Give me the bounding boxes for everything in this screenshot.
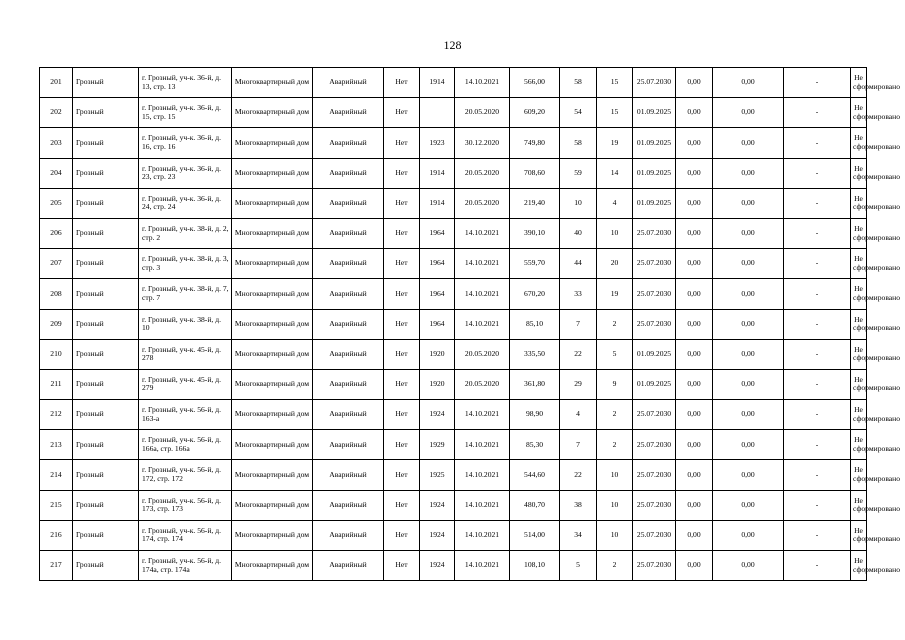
cell-municipality: Грозный <box>73 369 139 399</box>
cell-cost-b: 0,00 <box>713 279 784 309</box>
cell-planned-date: 01.09.2025 <box>633 98 676 128</box>
cell-cost-a: 0,00 <box>676 128 713 158</box>
cell-area: 98,90 <box>510 400 560 430</box>
cell-dash: - <box>784 551 851 581</box>
cell-condition: Аварийный <box>313 279 384 309</box>
cell-flag: Нет <box>384 400 420 430</box>
cell-row-number: 202 <box>40 98 73 128</box>
cell-dash: - <box>784 188 851 218</box>
cell-address: г. Грозный, уч-к. 56-й, д. 166а, стр. 166а <box>139 430 232 460</box>
cell-dash: - <box>784 128 851 158</box>
cell-year-built: 1924 <box>420 490 455 520</box>
cell-status: Не сформировано <box>851 430 867 460</box>
cell-municipality: Грозный <box>73 279 139 309</box>
cell-status: Не сформировано <box>851 249 867 279</box>
cell-cost-b: 0,00 <box>713 68 784 98</box>
cell-recognition-date: 20.05.2020 <box>455 339 510 369</box>
cell-year-built: 1923 <box>420 128 455 158</box>
cell-flag: Нет <box>384 98 420 128</box>
cell-apartments: 15 <box>597 68 633 98</box>
cell-apartments: 4 <box>597 188 633 218</box>
cell-area: 480,70 <box>510 490 560 520</box>
cell-cost-b: 0,00 <box>713 460 784 490</box>
cell-row-number: 217 <box>40 551 73 581</box>
cell-cost-b: 0,00 <box>713 369 784 399</box>
cell-planned-date: 25.07.2030 <box>633 309 676 339</box>
cell-flag: Нет <box>384 339 420 369</box>
cell-year-built: 1964 <box>420 249 455 279</box>
cell-cost-a: 0,00 <box>676 551 713 581</box>
cell-municipality: Грозный <box>73 460 139 490</box>
cell-address: г. Грозный, уч-к. 56-й, д. 173, стр. 173 <box>139 490 232 520</box>
cell-building-type: Многоквартирный дом <box>232 68 313 98</box>
cell-planned-date: 25.07.2030 <box>633 68 676 98</box>
cell-status: Не сформировано <box>851 369 867 399</box>
cell-year-built: 1924 <box>420 551 455 581</box>
cell-status: Не сформировано <box>851 158 867 188</box>
cell-recognition-date: 14.10.2021 <box>455 430 510 460</box>
cell-recognition-date: 14.10.2021 <box>455 490 510 520</box>
cell-flag: Нет <box>384 279 420 309</box>
cell-cost-a: 0,00 <box>676 520 713 550</box>
cell-recognition-date: 14.10.2021 <box>455 400 510 430</box>
cell-residents: 10 <box>560 188 597 218</box>
cell-area: 219,40 <box>510 188 560 218</box>
cell-area: 85,30 <box>510 430 560 460</box>
cell-planned-date: 25.07.2030 <box>633 400 676 430</box>
table-row <box>40 218 867 248</box>
cell-recognition-date: 14.10.2021 <box>455 520 510 550</box>
cell-row-number: 203 <box>40 128 73 158</box>
cell-area: 514,00 <box>510 520 560 550</box>
cell-dash: - <box>784 279 851 309</box>
cell-apartments: 2 <box>597 551 633 581</box>
cell-cost-a: 0,00 <box>676 369 713 399</box>
cell-condition: Аварийный <box>313 98 384 128</box>
cell-area: 108,10 <box>510 551 560 581</box>
table-row <box>40 520 867 550</box>
cell-cost-b: 0,00 <box>713 520 784 550</box>
cell-address: г. Грозный, уч-к. 56-й, д. 172, стр. 172 <box>139 460 232 490</box>
cell-status: Не сформировано <box>851 520 867 550</box>
cell-building-type: Многоквартирный дом <box>232 158 313 188</box>
cell-area: 708,60 <box>510 158 560 188</box>
table-row <box>40 98 867 128</box>
cell-cost-a: 0,00 <box>676 68 713 98</box>
cell-recognition-date: 20.05.2020 <box>455 188 510 218</box>
cell-status: Не сформировано <box>851 551 867 581</box>
cell-year-built: 1920 <box>420 369 455 399</box>
cell-status: Не сформировано <box>851 490 867 520</box>
cell-apartments: 10 <box>597 490 633 520</box>
cell-recognition-date: 20.05.2020 <box>455 369 510 399</box>
cell-planned-date: 25.07.2030 <box>633 249 676 279</box>
cell-flag: Нет <box>384 309 420 339</box>
cell-recognition-date: 14.10.2021 <box>455 68 510 98</box>
cell-cost-a: 0,00 <box>676 218 713 248</box>
cell-apartments: 15 <box>597 98 633 128</box>
cell-dash: - <box>784 309 851 339</box>
cell-cost-a: 0,00 <box>676 400 713 430</box>
table-row <box>40 128 867 158</box>
cell-municipality: Грозный <box>73 400 139 430</box>
cell-cost-a: 0,00 <box>676 279 713 309</box>
cell-building-type: Многоквартирный дом <box>232 400 313 430</box>
cell-recognition-date: 30.12.2020 <box>455 128 510 158</box>
cell-condition: Аварийный <box>313 158 384 188</box>
cell-planned-date: 25.07.2030 <box>633 218 676 248</box>
cell-dash: - <box>784 339 851 369</box>
table-body <box>40 68 901 581</box>
cell-row-number: 206 <box>40 218 73 248</box>
cell-address: г. Грозный, уч-к. 36-й, д. 13, стр. 13 <box>139 68 232 98</box>
cell-flag: Нет <box>384 158 420 188</box>
cell-year-built: 1924 <box>420 520 455 550</box>
cell-building-type: Многоквартирный дом <box>232 430 313 460</box>
cell-condition: Аварийный <box>313 128 384 158</box>
cell-address: г. Грозный, уч-к. 36-й, д. 24, стр. 24 <box>139 188 232 218</box>
cell-residents: 44 <box>560 249 597 279</box>
cell-municipality: Грозный <box>73 158 139 188</box>
cell-address: г. Грозный, уч-к. 36-й, д. 15, стр. 15 <box>139 98 232 128</box>
cell-year-built: 1964 <box>420 279 455 309</box>
cell-recognition-date: 20.05.2020 <box>455 158 510 188</box>
cell-area: 670,20 <box>510 279 560 309</box>
cell-row-number: 211 <box>40 369 73 399</box>
cell-building-type: Многоквартирный дом <box>232 460 313 490</box>
cell-year-built: 1914 <box>420 188 455 218</box>
cell-dash: - <box>784 460 851 490</box>
cell-condition: Аварийный <box>313 68 384 98</box>
cell-condition: Аварийный <box>313 460 384 490</box>
cell-address: г. Грозный, уч-к. 38-й, д. 7, стр. 7 <box>139 279 232 309</box>
cell-municipality: Грозный <box>73 128 139 158</box>
cell-dash: - <box>784 218 851 248</box>
cell-flag: Нет <box>384 68 420 98</box>
cell-cost-a: 0,00 <box>676 158 713 188</box>
cell-status: Не сформировано <box>851 68 867 98</box>
cell-year-built: 1929 <box>420 430 455 460</box>
cell-flag: Нет <box>384 460 420 490</box>
cell-planned-date: 25.07.2030 <box>633 430 676 460</box>
cell-building-type: Многоквартирный дом <box>232 309 313 339</box>
table-row <box>40 309 867 339</box>
cell-status: Не сформировано <box>851 188 867 218</box>
cell-condition: Аварийный <box>313 430 384 460</box>
cell-dash: - <box>784 520 851 550</box>
cell-planned-date: 01.09.2025 <box>633 128 676 158</box>
cell-condition: Аварийный <box>313 339 384 369</box>
cell-apartments: 10 <box>597 460 633 490</box>
cell-municipality: Грозный <box>73 551 139 581</box>
cell-residents: 4 <box>560 400 597 430</box>
cell-row-number: 216 <box>40 520 73 550</box>
cell-planned-date: 25.07.2030 <box>633 551 676 581</box>
cell-municipality: Грозный <box>73 249 139 279</box>
cell-building-type: Многоквартирный дом <box>232 279 313 309</box>
cell-address: г. Грозный, уч-к. 56-й, д. 174а, стр. 174а <box>139 551 232 581</box>
cell-cost-b: 0,00 <box>713 400 784 430</box>
cell-row-number: 214 <box>40 460 73 490</box>
cell-planned-date: 01.09.2025 <box>633 188 676 218</box>
cell-municipality: Грозный <box>73 430 139 460</box>
cell-area: 609,20 <box>510 98 560 128</box>
cell-building-type: Многоквартирный дом <box>232 188 313 218</box>
cell-address: г. Грозный, уч-к. 38-й, д. 3, стр. 3 <box>139 249 232 279</box>
cell-municipality: Грозный <box>73 68 139 98</box>
cell-recognition-date: 14.10.2021 <box>455 309 510 339</box>
cell-area: 749,80 <box>510 128 560 158</box>
cell-area: 559,70 <box>510 249 560 279</box>
cell-cost-a: 0,00 <box>676 309 713 339</box>
cell-dash: - <box>784 249 851 279</box>
cell-cost-b: 0,00 <box>713 188 784 218</box>
cell-residents: 7 <box>560 309 597 339</box>
cell-residents: 40 <box>560 218 597 248</box>
cell-residents: 5 <box>560 551 597 581</box>
cell-residents: 22 <box>560 460 597 490</box>
cell-municipality: Грозный <box>73 218 139 248</box>
cell-planned-date: 25.07.2030 <box>633 279 676 309</box>
cell-recognition-date: 20.05.2020 <box>455 98 510 128</box>
cell-row-number: 209 <box>40 309 73 339</box>
cell-row-number: 215 <box>40 490 73 520</box>
cell-building-type: Многоквартирный дом <box>232 249 313 279</box>
cell-planned-date: 25.07.2030 <box>633 460 676 490</box>
cell-residents: 33 <box>560 279 597 309</box>
cell-dash: - <box>784 98 851 128</box>
cell-row-number: 208 <box>40 279 73 309</box>
cell-status: Не сформировано <box>851 309 867 339</box>
cell-address: г. Грозный, уч-к. 38-й, д. 10 <box>139 309 232 339</box>
cell-flag: Нет <box>384 490 420 520</box>
cell-cost-b: 0,00 <box>713 430 784 460</box>
cell-recognition-date: 14.10.2021 <box>455 249 510 279</box>
cell-apartments: 19 <box>597 279 633 309</box>
cell-year-built: 1925 <box>420 460 455 490</box>
cell-building-type: Многоквартирный дом <box>232 369 313 399</box>
cell-address: г. Грозный, уч-к. 45-й, д. 278 <box>139 339 232 369</box>
cell-dash: - <box>784 68 851 98</box>
cell-residents: 54 <box>560 98 597 128</box>
cell-status: Не сформировано <box>851 279 867 309</box>
cell-cost-b: 0,00 <box>713 339 784 369</box>
cell-status: Не сформировано <box>851 400 867 430</box>
cell-row-number: 201 <box>40 68 73 98</box>
cell-dash: - <box>784 490 851 520</box>
table-row <box>40 400 867 430</box>
table-row <box>40 369 867 399</box>
cell-recognition-date: 14.10.2021 <box>455 218 510 248</box>
cell-condition: Аварийный <box>313 249 384 279</box>
cell-recognition-date: 14.10.2021 <box>455 279 510 309</box>
cell-cost-a: 0,00 <box>676 98 713 128</box>
table-row <box>40 158 867 188</box>
cell-apartments: 2 <box>597 309 633 339</box>
table-row <box>40 460 867 490</box>
cell-address: г. Грозный, уч-к. 36-й, д. 16, стр. 16 <box>139 128 232 158</box>
cell-status: Не сформировано <box>851 460 867 490</box>
cell-apartments: 2 <box>597 430 633 460</box>
cell-municipality: Грозный <box>73 490 139 520</box>
cell-row-number: 213 <box>40 430 73 460</box>
cell-condition: Аварийный <box>313 520 384 550</box>
cell-apartments: 14 <box>597 158 633 188</box>
cell-dash: - <box>784 430 851 460</box>
cell-condition: Аварийный <box>313 490 384 520</box>
cell-year-built: 1924 <box>420 400 455 430</box>
cell-address: г. Грозный, уч-к. 56-й, д. 174, стр. 174 <box>139 520 232 550</box>
cell-building-type: Многоквартирный дом <box>232 551 313 581</box>
cell-area: 335,50 <box>510 339 560 369</box>
cell-planned-date: 25.07.2030 <box>633 490 676 520</box>
cell-address: г. Грозный, уч-к. 38-й, д. 2, стр. 2 <box>139 218 232 248</box>
cell-dash: - <box>784 369 851 399</box>
cell-year-built: 1914 <box>420 68 455 98</box>
cell-area: 566,00 <box>510 68 560 98</box>
cell-municipality: Грозный <box>73 309 139 339</box>
cell-status: Не сформировано <box>851 218 867 248</box>
cell-residents: 29 <box>560 369 597 399</box>
table-row <box>40 279 867 309</box>
cell-building-type: Многоквартирный дом <box>232 128 313 158</box>
cell-municipality: Грозный <box>73 188 139 218</box>
cell-building-type: Многоквартирный дом <box>232 339 313 369</box>
cell-year-built: 1964 <box>420 309 455 339</box>
cell-building-type: Многоквартирный дом <box>232 520 313 550</box>
cell-building-type: Многоквартирный дом <box>232 98 313 128</box>
cell-year-built <box>420 98 455 128</box>
cell-flag: Нет <box>384 369 420 399</box>
cell-address: г. Грозный, уч-к. 36-й, д. 23, стр. 23 <box>139 158 232 188</box>
cell-row-number: 207 <box>40 249 73 279</box>
cell-address: г. Грозный, уч-к. 56-й, д. 163-а <box>139 400 232 430</box>
cell-planned-date: 01.09.2025 <box>633 158 676 188</box>
cell-dash: - <box>784 158 851 188</box>
cell-cost-b: 0,00 <box>713 158 784 188</box>
cell-flag: Нет <box>384 218 420 248</box>
table-row <box>40 339 867 369</box>
cell-row-number: 210 <box>40 339 73 369</box>
table-row <box>40 249 867 279</box>
cell-cost-b: 0,00 <box>713 490 784 520</box>
cell-cost-a: 0,00 <box>676 460 713 490</box>
cell-residents: 38 <box>560 490 597 520</box>
cell-building-type: Многоквартирный дом <box>232 490 313 520</box>
cell-year-built: 1964 <box>420 218 455 248</box>
cell-area: 361,80 <box>510 369 560 399</box>
cell-address: г. Грозный, уч-к. 45-й, д. 279 <box>139 369 232 399</box>
cell-flag: Нет <box>384 128 420 158</box>
cell-cost-a: 0,00 <box>676 490 713 520</box>
cell-cost-b: 0,00 <box>713 551 784 581</box>
cell-residents: 7 <box>560 430 597 460</box>
cell-condition: Аварийный <box>313 218 384 248</box>
housing-registry-table <box>39 67 901 581</box>
cell-planned-date: 01.09.2025 <box>633 369 676 399</box>
cell-condition: Аварийный <box>313 369 384 399</box>
cell-status: Не сформировано <box>851 339 867 369</box>
cell-recognition-date: 14.10.2021 <box>455 551 510 581</box>
cell-condition: Аварийный <box>313 309 384 339</box>
cell-apartments: 10 <box>597 520 633 550</box>
cell-area: 390,10 <box>510 218 560 248</box>
cell-municipality: Грозный <box>73 339 139 369</box>
cell-status: Не сформировано <box>851 98 867 128</box>
cell-planned-date: 01.09.2025 <box>633 339 676 369</box>
cell-row-number: 212 <box>40 400 73 430</box>
cell-cost-a: 0,00 <box>676 339 713 369</box>
cell-cost-b: 0,00 <box>713 98 784 128</box>
cell-area: 544,60 <box>510 460 560 490</box>
table-row <box>40 188 867 218</box>
cell-cost-b: 0,00 <box>713 128 784 158</box>
cell-residents: 34 <box>560 520 597 550</box>
cell-planned-date: 25.07.2030 <box>633 520 676 550</box>
cell-condition: Аварийный <box>313 400 384 430</box>
cell-cost-b: 0,00 <box>713 309 784 339</box>
cell-flag: Нет <box>384 188 420 218</box>
cell-residents: 58 <box>560 128 597 158</box>
cell-residents: 22 <box>560 339 597 369</box>
cell-row-number: 205 <box>40 188 73 218</box>
cell-condition: Аварийный <box>313 551 384 581</box>
cell-recognition-date: 14.10.2021 <box>455 460 510 490</box>
cell-cost-a: 0,00 <box>676 188 713 218</box>
table-row <box>40 430 867 460</box>
cell-apartments: 19 <box>597 128 633 158</box>
cell-flag: Нет <box>384 551 420 581</box>
cell-condition: Аварийный <box>313 188 384 218</box>
cell-residents: 58 <box>560 68 597 98</box>
cell-cost-a: 0,00 <box>676 249 713 279</box>
cell-residents: 59 <box>560 158 597 188</box>
cell-municipality: Грозный <box>73 520 139 550</box>
cell-building-type: Многоквартирный дом <box>232 218 313 248</box>
cell-apartments: 5 <box>597 339 633 369</box>
cell-apartments: 9 <box>597 369 633 399</box>
page-number: 128 <box>443 38 462 52</box>
cell-row-number: 204 <box>40 158 73 188</box>
cell-municipality: Грозный <box>73 98 139 128</box>
cell-apartments: 10 <box>597 218 633 248</box>
table-row <box>40 68 867 98</box>
cell-area: 85,10 <box>510 309 560 339</box>
cell-cost-b: 0,00 <box>713 218 784 248</box>
table-row <box>40 551 867 581</box>
cell-dash: - <box>784 400 851 430</box>
cell-year-built: 1914 <box>420 158 455 188</box>
cell-cost-b: 0,00 <box>713 249 784 279</box>
cell-flag: Нет <box>384 520 420 550</box>
cell-flag: Нет <box>384 430 420 460</box>
cell-cost-a: 0,00 <box>676 430 713 460</box>
cell-flag: Нет <box>384 249 420 279</box>
cell-year-built: 1920 <box>420 339 455 369</box>
cell-apartments: 20 <box>597 249 633 279</box>
cell-apartments: 2 <box>597 400 633 430</box>
cell-status: Не сформировано <box>851 128 867 158</box>
table-row <box>40 490 867 520</box>
